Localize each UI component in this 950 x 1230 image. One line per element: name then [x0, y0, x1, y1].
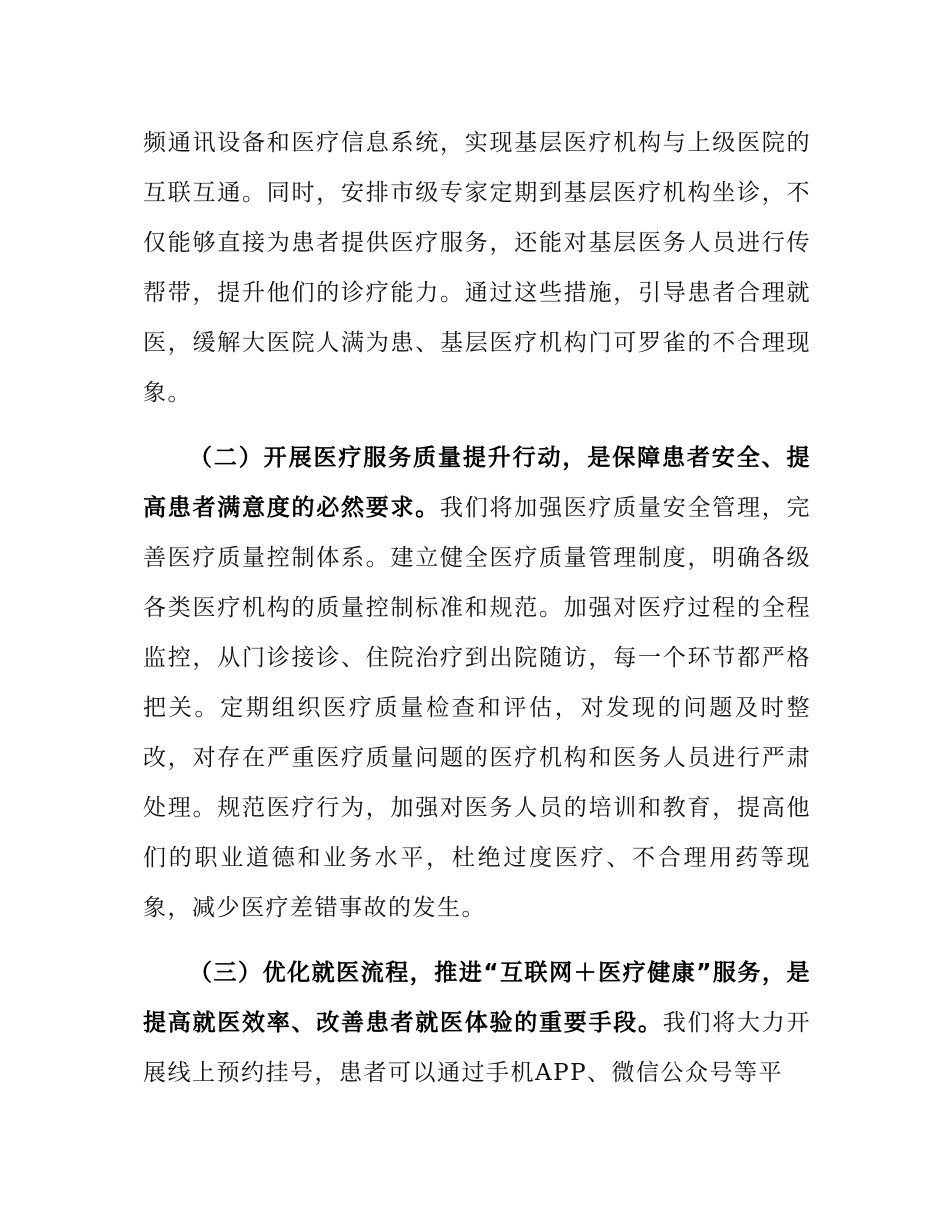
- paragraph-2-text: 我们将加强医疗质量安全管理，完善医疗质量控制体系。建立健全医疗质量管理制度，明确各级各类医疗机构的质量控制标准和规范。加强对医疗过程的全程监控，从门诊接诊、住院治疗到出院随访，每一个环节都严格把关。定期组织医疗质量检查和评估，对发现的问题及时整改，对存在严重医疗质量问题的医疗机构和医务人员进行严肃处理。规范医疗行为，加强对医务人员的培训和教育，提高他们的职业道德和业务水平，杜绝过度医疗、不合理用药等现象，减少医疗差错事故的发生。: [143, 495, 811, 921]
- paragraph-3-heading: （三）优化就医流程，推进“互联网＋医疗健康”服务，是提高就医效率、改善患者就医体验的重要手段。: [143, 960, 811, 1036]
- paragraph-3: [143, 948, 811, 1098]
- paragraph-1-text: 频通讯设备和医疗信息系统，实现基层医疗机构与上级医院的互联互通。同时，安排市级专家定期到基层医疗机构坐诊，不仅能够直接为患者提供医疗服务，还能对基层医务人员进行传帮带，提升他们的诊疗能力。通过这些措施，引导患者合理就医，缓解大医院人满为患、基层医疗机构门可罗雀的不合理现象。: [143, 130, 811, 406]
- paragraph-2: [143, 433, 811, 933]
- paragraph-1: [143, 118, 811, 418]
- paragraph-3-text: 我们将大力开展线上预约挂号，患者可以通过手机APP、微信公众号等平: [143, 1010, 811, 1086]
- paragraph-2-heading: （二）开展医疗服务质量提升行动，是保障患者安全、提高患者满意度的必然要求。: [143, 445, 811, 521]
